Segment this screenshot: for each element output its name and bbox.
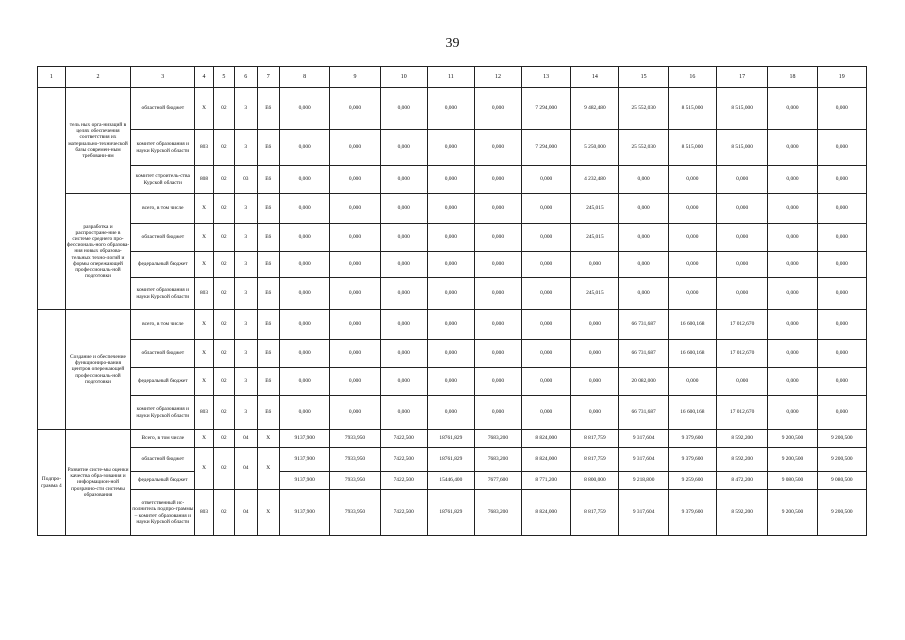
value-cell: 0,000 — [817, 368, 866, 396]
funding-source: комитет образования и науки Курской области — [131, 130, 195, 166]
table-row — [38, 252, 867, 278]
value-cell: Х — [195, 224, 213, 252]
value-cell: 4 232,480 — [571, 166, 619, 194]
value-cell: 0,000 — [380, 310, 427, 340]
value-cell: 0,000 — [280, 130, 330, 166]
value-cell: 0,000 — [716, 224, 767, 252]
funding-source: всего, в том числе — [131, 310, 195, 340]
value-cell: 0,000 — [571, 368, 619, 396]
column-header: 13 — [522, 67, 571, 88]
funding-source: ответственный ис-полнитель подпро-граммы – комитет образования и науки Курской области — [131, 490, 195, 536]
value-cell: 9 080,500 — [817, 472, 866, 490]
value-cell: Х — [195, 368, 213, 396]
table-row — [38, 368, 867, 396]
value-cell: 02 — [213, 448, 234, 490]
value-cell: 0,000 — [817, 340, 866, 368]
value-cell: 0,000 — [280, 88, 330, 130]
value-cell: 0,000 — [571, 252, 619, 278]
value-cell: 0,000 — [668, 194, 716, 224]
value-cell: 8 472,200 — [716, 472, 767, 490]
value-cell: Е6 — [257, 310, 279, 340]
value-cell: 0,000 — [522, 396, 571, 430]
value-cell: 0,000 — [768, 88, 817, 130]
value-cell: 0,000 — [380, 278, 427, 310]
funding-source: федеральный бюджет — [131, 472, 195, 490]
value-cell: 8 515,000 — [668, 130, 716, 166]
value-cell: 0,000 — [427, 396, 474, 430]
value-cell: 8 515,000 — [668, 88, 716, 130]
value-cell: 8 817,759 — [571, 448, 619, 472]
column-header: 4 — [195, 67, 213, 88]
value-cell: 0,000 — [522, 310, 571, 340]
value-cell: 803 — [195, 490, 213, 536]
value-cell: 0,000 — [668, 166, 716, 194]
column-header: 19 — [817, 67, 866, 88]
value-cell: 9 317,604 — [619, 490, 668, 536]
value-cell: 0,000 — [817, 88, 866, 130]
funding-source: областной бюджет — [131, 88, 195, 130]
value-cell: 0,000 — [280, 396, 330, 430]
value-cell: 03 — [235, 166, 257, 194]
value-cell: 0,000 — [768, 194, 817, 224]
value-cell: 7933,950 — [330, 430, 380, 448]
value-cell: 0,000 — [817, 252, 866, 278]
value-cell: 02 — [213, 130, 234, 166]
table-row — [38, 88, 867, 130]
value-cell: 9 200,500 — [817, 448, 866, 472]
value-cell: 0,000 — [380, 396, 427, 430]
value-cell: 0,000 — [474, 130, 521, 166]
value-cell: 0,000 — [522, 340, 571, 368]
value-cell: 3 — [235, 340, 257, 368]
value-cell: 0,000 — [380, 368, 427, 396]
column-header: 10 — [380, 67, 427, 88]
value-cell: 0,000 — [380, 340, 427, 368]
value-cell: 0,000 — [380, 252, 427, 278]
value-cell: 0,000 — [427, 278, 474, 310]
col1-cell — [38, 88, 66, 310]
value-cell: 9 379,600 — [668, 490, 716, 536]
value-cell: 0,000 — [716, 252, 767, 278]
value-cell: 0,000 — [280, 166, 330, 194]
value-cell: 0,000 — [330, 368, 380, 396]
value-cell: 0,000 — [280, 194, 330, 224]
value-cell: 0,000 — [716, 166, 767, 194]
table-row — [38, 430, 867, 448]
column-header: 16 — [668, 67, 716, 88]
value-cell: 0,000 — [474, 278, 521, 310]
value-cell: Х — [195, 88, 213, 130]
value-cell: 7422,500 — [380, 472, 427, 490]
value-cell: 0,000 — [427, 194, 474, 224]
value-cell: 0,000 — [768, 396, 817, 430]
value-cell: 8 800,000 — [571, 472, 619, 490]
column-header: 9 — [330, 67, 380, 88]
value-cell: 7683,200 — [474, 448, 521, 472]
value-cell: 7422,500 — [380, 448, 427, 472]
col1-cell — [38, 310, 66, 430]
value-cell: 9 218,800 — [619, 472, 668, 490]
value-cell: 9 379,600 — [668, 448, 716, 472]
value-cell: 0,000 — [668, 278, 716, 310]
value-cell: 803 — [195, 278, 213, 310]
value-cell: 9 317,604 — [619, 430, 668, 448]
value-cell: 3 — [235, 368, 257, 396]
value-cell: 16 600,168 — [668, 310, 716, 340]
value-cell: Х — [195, 340, 213, 368]
value-cell: Х — [195, 194, 213, 224]
value-cell: Е6 — [257, 396, 279, 430]
value-cell: 02 — [213, 194, 234, 224]
value-cell: 8 824,000 — [522, 490, 571, 536]
value-cell: 02 — [213, 396, 234, 430]
value-cell: 02 — [213, 368, 234, 396]
value-cell: 0,000 — [619, 278, 668, 310]
funding-source: областной бюджет — [131, 224, 195, 252]
value-cell: Х — [195, 310, 213, 340]
value-cell: 0,000 — [668, 252, 716, 278]
value-cell: 8 592,200 — [716, 448, 767, 472]
value-cell: 0,000 — [330, 224, 380, 252]
value-cell: 20 082,000 — [619, 368, 668, 396]
value-cell: 7422,500 — [380, 430, 427, 448]
value-cell: 0,000 — [427, 310, 474, 340]
value-cell: Е6 — [257, 166, 279, 194]
value-cell: 9 482,480 — [571, 88, 619, 130]
budget-table — [37, 66, 867, 536]
table-row — [38, 194, 867, 224]
value-cell: 0,000 — [330, 130, 380, 166]
value-cell: Е6 — [257, 130, 279, 166]
value-cell: 02 — [213, 252, 234, 278]
table-row — [38, 490, 867, 536]
value-cell: 0,000 — [716, 278, 767, 310]
value-cell: 7677,600 — [474, 472, 521, 490]
table-row — [38, 224, 867, 252]
value-cell: 0,000 — [427, 340, 474, 368]
value-cell: 3 — [235, 396, 257, 430]
activity-name: Развитие систе-мы оценки качества обра-зования и информацион-ной прозрачно-сти системы образования — [65, 430, 130, 536]
value-cell: 0,000 — [768, 278, 817, 310]
value-cell: 8 817,759 — [571, 490, 619, 536]
value-cell: 0,000 — [817, 130, 866, 166]
value-cell: 8 771,200 — [522, 472, 571, 490]
value-cell: 0,000 — [330, 166, 380, 194]
value-cell: 0,000 — [330, 88, 380, 130]
value-cell: 0,000 — [380, 194, 427, 224]
value-cell: 0,000 — [280, 368, 330, 396]
column-header: 17 — [716, 67, 767, 88]
value-cell: Х — [195, 252, 213, 278]
value-cell: 7933,950 — [330, 448, 380, 472]
funding-source: комитет строитель-ства Курской области — [131, 166, 195, 194]
value-cell: 9137,900 — [280, 430, 330, 448]
value-cell: 0,000 — [280, 224, 330, 252]
column-header: 7 — [257, 67, 279, 88]
value-cell: 7933,950 — [330, 472, 380, 490]
value-cell: 0,000 — [474, 194, 521, 224]
value-cell: Х — [257, 430, 279, 448]
activity-name: тель ных орга-низаций в целях обеспечения соответствия их материально-технической базы современ-ным требовани-ям — [65, 88, 130, 194]
value-cell: 04 — [235, 490, 257, 536]
value-cell: 0,000 — [522, 368, 571, 396]
column-header: 2 — [65, 67, 130, 88]
value-cell: 0,000 — [380, 88, 427, 130]
funding-source: Всего, в том числе — [131, 430, 195, 448]
value-cell: 0,000 — [619, 252, 668, 278]
value-cell: 3 — [235, 224, 257, 252]
value-cell: 02 — [213, 430, 234, 448]
value-cell: 02 — [213, 166, 234, 194]
value-cell: 0,000 — [474, 88, 521, 130]
value-cell: 0,000 — [474, 166, 521, 194]
value-cell: 0,000 — [474, 252, 521, 278]
value-cell: 0,000 — [280, 340, 330, 368]
value-cell: 0,000 — [427, 130, 474, 166]
value-cell: 0,000 — [330, 278, 380, 310]
column-header: 18 — [768, 67, 817, 88]
value-cell: 04 — [235, 430, 257, 448]
value-cell: 0,000 — [768, 130, 817, 166]
value-cell: 9137,900 — [280, 490, 330, 536]
value-cell: 3 — [235, 252, 257, 278]
value-cell: 0,000 — [716, 194, 767, 224]
value-cell: 3 — [235, 278, 257, 310]
value-cell: 0,000 — [619, 194, 668, 224]
value-cell: 7683,200 — [474, 430, 521, 448]
value-cell: 3 — [235, 130, 257, 166]
value-cell: Е6 — [257, 252, 279, 278]
value-cell: 0,000 — [522, 252, 571, 278]
value-cell: 17 012,670 — [716, 340, 767, 368]
value-cell: 0,000 — [474, 340, 521, 368]
value-cell: 245,015 — [571, 278, 619, 310]
subprogram-label: Подпро-грамма 4 — [38, 430, 66, 536]
value-cell: 9 200,500 — [768, 490, 817, 536]
value-cell: 17 012,670 — [716, 396, 767, 430]
value-cell: 0,000 — [330, 340, 380, 368]
value-cell: 803 — [195, 396, 213, 430]
value-cell: 8 515,000 — [716, 88, 767, 130]
table-row — [38, 166, 867, 194]
value-cell: 0,000 — [768, 310, 817, 340]
value-cell: 0,000 — [522, 166, 571, 194]
value-cell: 25 552,030 — [619, 130, 668, 166]
value-cell: Е6 — [257, 194, 279, 224]
value-cell: Е6 — [257, 340, 279, 368]
value-cell: 7933,950 — [330, 490, 380, 536]
value-cell: 0,000 — [768, 224, 817, 252]
column-header: 5 — [213, 67, 234, 88]
column-header: 14 — [571, 67, 619, 88]
value-cell: 15446,400 — [427, 472, 474, 490]
value-cell: 0,000 — [716, 368, 767, 396]
activity-name: Создание и обеспечение функциониро-вания центров опережающей профессиональ-ной подготовки — [65, 310, 130, 430]
funding-source: областной бюджет — [131, 448, 195, 472]
value-cell: 18761,829 — [427, 448, 474, 472]
value-cell: 3 — [235, 310, 257, 340]
value-cell: 803 — [195, 130, 213, 166]
funding-source: комитет образования и науки Курской области — [131, 396, 195, 430]
value-cell: Х — [257, 490, 279, 536]
value-cell: 0,000 — [668, 224, 716, 252]
value-cell: 0,000 — [817, 396, 866, 430]
column-header: 6 — [235, 67, 257, 88]
table-row — [38, 472, 867, 490]
value-cell: 16 600,168 — [668, 396, 716, 430]
value-cell: 18761,829 — [427, 430, 474, 448]
value-cell: 02 — [213, 310, 234, 340]
value-cell: 3 — [235, 194, 257, 224]
value-cell: 9 200,500 — [817, 430, 866, 448]
value-cell: 02 — [213, 490, 234, 536]
table-row — [38, 448, 867, 472]
value-cell: 66 731,687 — [619, 310, 668, 340]
value-cell: 04 — [235, 448, 257, 490]
value-cell: 0,000 — [817, 224, 866, 252]
table-header-row — [38, 67, 867, 88]
value-cell: 25 552,030 — [619, 88, 668, 130]
value-cell: 0,000 — [280, 310, 330, 340]
value-cell: 0,000 — [474, 224, 521, 252]
value-cell: Х — [195, 448, 213, 490]
value-cell: 0,000 — [380, 224, 427, 252]
table-row — [38, 310, 867, 340]
value-cell: Е6 — [257, 368, 279, 396]
value-cell: Х — [195, 430, 213, 448]
value-cell: 7 294,000 — [522, 130, 571, 166]
value-cell: 0,000 — [619, 224, 668, 252]
value-cell: 7 294,000 — [522, 88, 571, 130]
value-cell: 0,000 — [817, 310, 866, 340]
column-header: 12 — [474, 67, 521, 88]
value-cell: 0,000 — [817, 166, 866, 194]
page-number: 39 — [445, 36, 460, 51]
value-cell: 17 012,670 — [716, 310, 767, 340]
value-cell: 245,015 — [571, 224, 619, 252]
value-cell: 02 — [213, 340, 234, 368]
table-row — [38, 278, 867, 310]
value-cell: 0,000 — [330, 310, 380, 340]
column-header: 1 — [38, 67, 66, 88]
value-cell: 66 731,687 — [619, 396, 668, 430]
value-cell: 02 — [213, 224, 234, 252]
value-cell: 0,000 — [768, 166, 817, 194]
value-cell: 0,000 — [619, 166, 668, 194]
funding-source: областной бюджет — [131, 340, 195, 368]
value-cell: 0,000 — [474, 396, 521, 430]
funding-source: комитет образования и науки Курской области — [131, 278, 195, 310]
value-cell: 0,000 — [522, 224, 571, 252]
value-cell: 9 080,500 — [768, 472, 817, 490]
value-cell: Х — [257, 448, 279, 490]
value-cell: 9 379,600 — [668, 430, 716, 448]
value-cell: 0,000 — [380, 166, 427, 194]
value-cell: 8 515,000 — [716, 130, 767, 166]
table-row — [38, 396, 867, 430]
column-header: 8 — [280, 67, 330, 88]
table-row — [38, 130, 867, 166]
value-cell: 0,000 — [817, 278, 866, 310]
value-cell: 0,000 — [571, 396, 619, 430]
value-cell: 8 592,200 — [716, 430, 767, 448]
value-cell: 0,000 — [330, 252, 380, 278]
value-cell: 8 817,759 — [571, 430, 619, 448]
value-cell: 9 200,500 — [768, 448, 817, 472]
value-cell: 0,000 — [668, 368, 716, 396]
value-cell: 3 — [235, 88, 257, 130]
value-cell: 8 824,000 — [522, 448, 571, 472]
value-cell: 0,000 — [474, 368, 521, 396]
value-cell: 9137,900 — [280, 448, 330, 472]
value-cell: 0,000 — [380, 130, 427, 166]
value-cell: Е6 — [257, 278, 279, 310]
value-cell: 9 317,604 — [619, 448, 668, 472]
value-cell: Е6 — [257, 224, 279, 252]
value-cell: 0,000 — [474, 310, 521, 340]
value-cell: 0,000 — [330, 194, 380, 224]
value-cell: 0,000 — [522, 278, 571, 310]
value-cell: 0,000 — [280, 278, 330, 310]
value-cell: 9 200,500 — [768, 430, 817, 448]
value-cell: 8 824,000 — [522, 430, 571, 448]
value-cell: 02 — [213, 88, 234, 130]
value-cell: 0,000 — [817, 194, 866, 224]
value-cell: 7422,500 — [380, 490, 427, 536]
activity-name: разработка и распростране-ние в системе среднего про-фессиональ-ного образова-ния новых образова-тельных техно-логий и формы опережающей профессиональ-ной подготовки — [65, 194, 130, 310]
value-cell: 0,000 — [427, 368, 474, 396]
funding-source: федеральный бюджет — [131, 368, 195, 396]
value-cell: 0,000 — [571, 340, 619, 368]
value-cell: 5 250,000 — [571, 130, 619, 166]
value-cell: 0,000 — [280, 252, 330, 278]
value-cell: 0,000 — [427, 252, 474, 278]
value-cell: 16 600,168 — [668, 340, 716, 368]
value-cell: 0,000 — [427, 166, 474, 194]
table-row — [38, 340, 867, 368]
column-header: 11 — [427, 67, 474, 88]
value-cell: 0,000 — [522, 194, 571, 224]
value-cell: 9 200,500 — [817, 490, 866, 536]
value-cell: 9 259,600 — [668, 472, 716, 490]
value-cell: Е6 — [257, 88, 279, 130]
value-cell: 0,000 — [768, 368, 817, 396]
value-cell: 808 — [195, 166, 213, 194]
value-cell: 02 — [213, 278, 234, 310]
value-cell: 18761,829 — [427, 490, 474, 536]
value-cell: 245,015 — [571, 194, 619, 224]
column-header: 15 — [619, 67, 668, 88]
value-cell: 0,000 — [427, 88, 474, 130]
value-cell: 7683,200 — [474, 490, 521, 536]
funding-source: всего, в том числе — [131, 194, 195, 224]
value-cell: 0,000 — [571, 310, 619, 340]
value-cell: 66 731,687 — [619, 340, 668, 368]
value-cell: 0,000 — [427, 224, 474, 252]
value-cell: 0,000 — [768, 340, 817, 368]
value-cell: 8 592,200 — [716, 490, 767, 536]
value-cell: 0,000 — [330, 396, 380, 430]
value-cell: 0,000 — [768, 252, 817, 278]
value-cell: 9137,900 — [280, 472, 330, 490]
column-header: 3 — [131, 67, 195, 88]
funding-source: федеральный бюджет — [131, 252, 195, 278]
